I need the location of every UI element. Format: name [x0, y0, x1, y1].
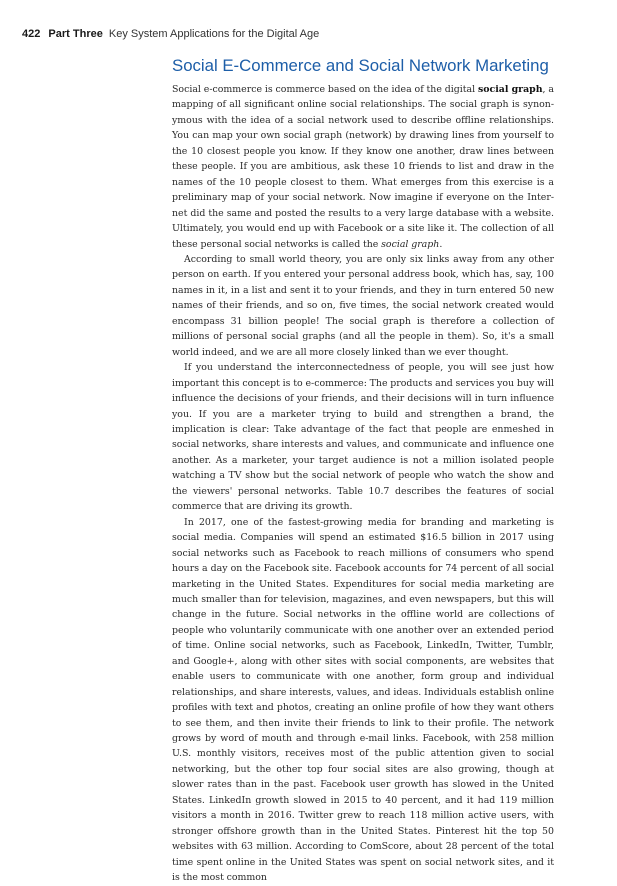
key-term-social-graph: social graph — [478, 84, 543, 95]
page-number: 422 — [22, 28, 41, 40]
italic-term-social-graph: social graph — [381, 238, 440, 250]
paragraph-text: , a mapping of all significant online social relationships. The social graph is synonymous with the idea of a social network used to describe offline relationships. You can map your own social graph (network) by drawing lines from yourself to the 10 closest people you know. If they know one another, draw lines between these people. If you are ambitious, ask these 10 friends to list and draw in the names of the 10 people closest to them. What emerges from this exercise is a preliminary map of your social network. Now imagine if everyone on the Internet did the same and posted the results to a very large database with a website. Ultimately, you would end up with Facebook or a site like it. The collection of all these personal social networks is called the — [172, 84, 554, 250]
paragraph-social-media-2017: In 2017, one of the fastest-growing media for branding and marketing is social media. Companies will spend an estimated $16.5 billion in 2017 using social networks such as Facebook to reach millions of consumers who spend hours a day on the Facebook site. Facebook accounts for 74 percent of all social marketing in the United States. Expenditures for social media marketing are much smaller than for television, magazines, and even newspapers, but this will change in the future. Social networks in the offline world are collections of people who voluntarily communicate with one another over an extended period of time. Online social networks, such as Facebook, LinkedIn, Twitter, Tumblr, and Google+, along with other sites with social components, are websites that enable users to communicate with one another, form group and individual relationships, and share interests, values, and ideas. Individuals establish online profiles with text and photos, creating an online profile of how they want others to see them, and then invite their friends to link to their profile. The network grows by word of mouth and through e-mail links. Facebook, with 258 million U.S. monthly visitors, receives most of the public attention given to social networking, but the other top four social sites are also growing, though at slower rates than in the past. Facebook user growth has slowed in the United States. LinkedIn growth slowed in 2015 to 40 percent, and it had 119 million visitors a month in 2016. Twitter grew to reach 118 million active users, with stronger offshore growth than in the United States. Pinterest hit the top 50 websites with 63 million. According to ComScore, about 28 percent of the total time spent online in the United States was spent on social network sites, and it is the most common — [172, 516, 554, 884]
paragraph-interconnectedness: If you understand the interconnectedness of people, you will see just how important this concept is to e-commerce: The products and services you buy will influence the decisions of your friends, and their decisions will in turn influence you. If you are a marketer trying to build and strengthen a brand, the implication is clear: Take advantage of the fact that people are enmeshed in social networks, share interests and values, and communicate and influence one another. As a marketer, your target audience is not a million isolated people watching a TV show but the social network of people who watch the show and the viewers' personal networks. Table 10.7 describes the features of social commerce that are driving its growth. — [172, 362, 554, 513]
part-title: Key System Applications for the Digital Age — [108, 28, 320, 40]
part-label: Part Three — [48, 28, 103, 40]
section-heading: Social E-Commerce and Social Network Marketing — [172, 56, 549, 75]
body-text-column — [172, 82, 554, 886]
paragraph-text: Social e-commerce is commerce based on the idea of the digital — [172, 84, 478, 95]
paragraph-social-graph — [172, 82, 554, 252]
paragraph-small-world-theory: According to small world theory, you are only six links away from any other person on earth. If you entered your personal address book, which has, say, 100 names in it, in a list and sent it to your friends, and they in turn entered 50 new names of their friends, and so on, five times, the social network created would encompass 31 billion people! The social graph is therefore a collection of millions of personal social graphs (and all the people in them). So, it's a small world indeed, and we are all more closely linked than we ever thought. — [172, 253, 554, 358]
paragraph-text: . — [439, 238, 443, 250]
running-head — [22, 27, 319, 41]
